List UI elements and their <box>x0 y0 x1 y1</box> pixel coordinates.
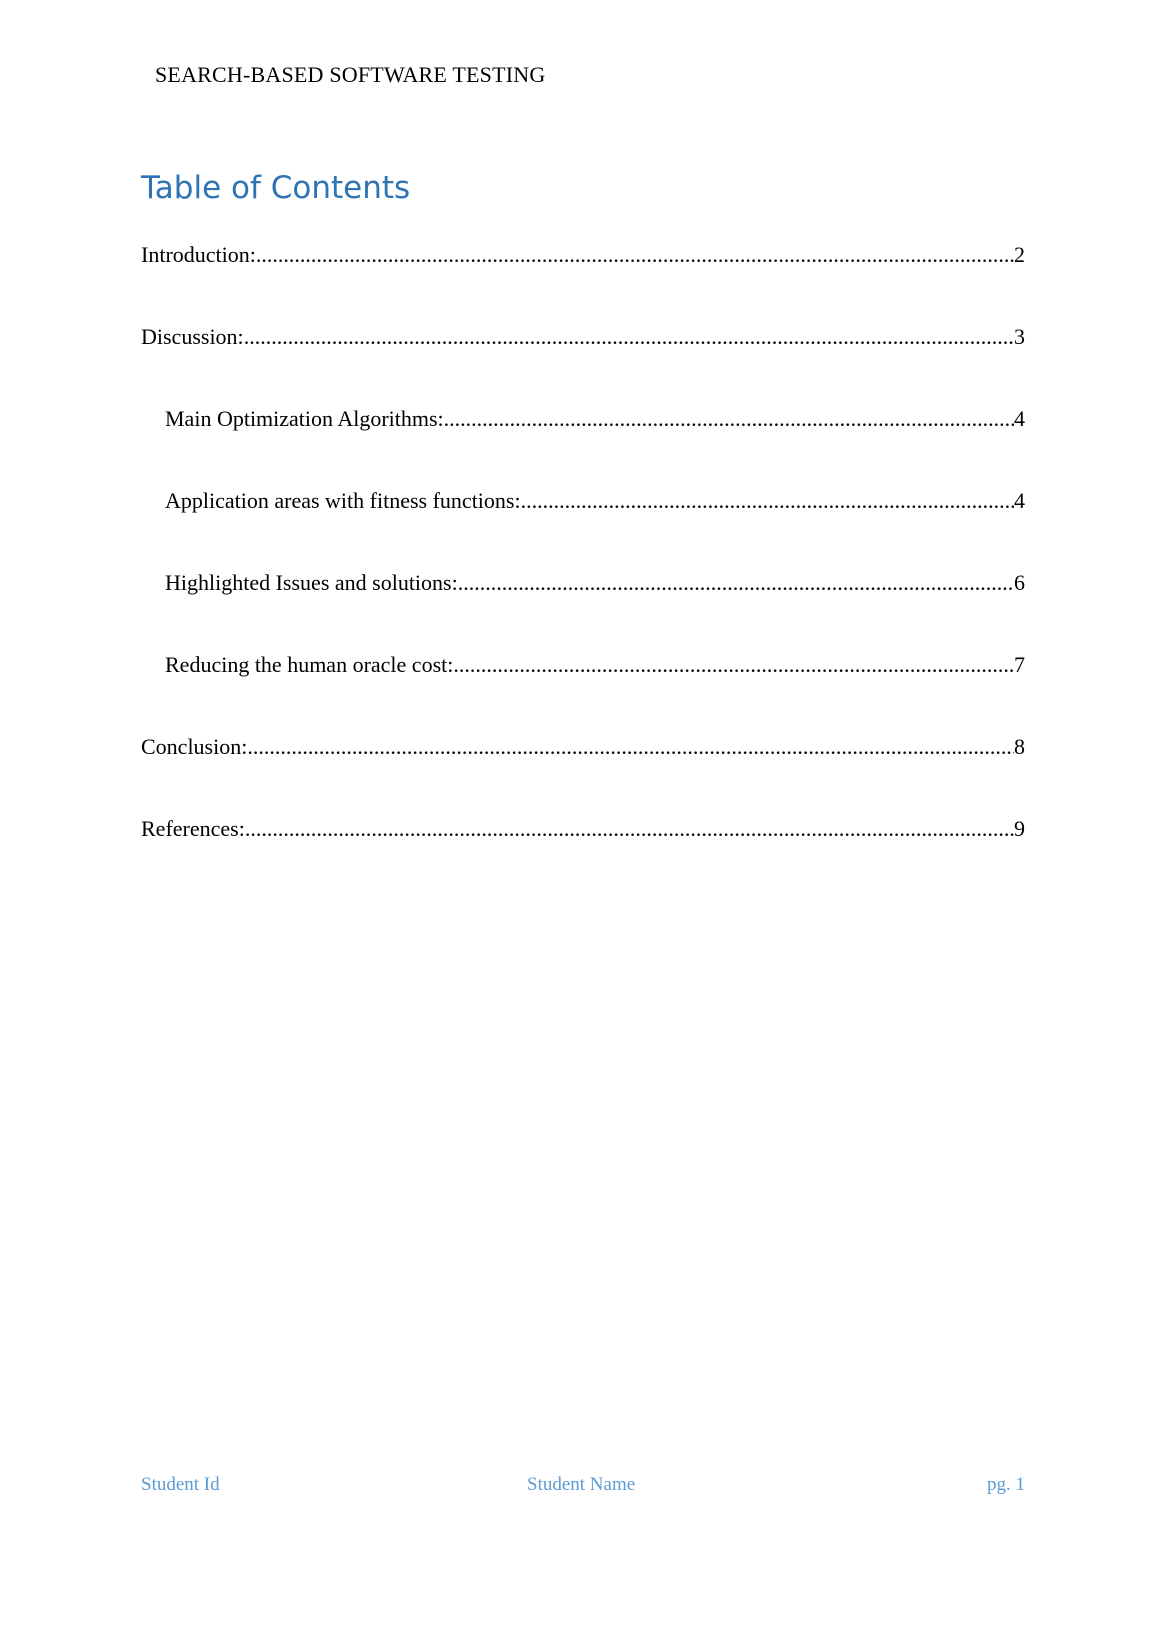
toc-entry-main-optimization-algorithms[interactable] <box>141 402 1025 484</box>
toc-entry-conclusion[interactable] <box>141 730 1025 812</box>
toc-dot-leader <box>444 402 1014 436</box>
toc-entry-introduction[interactable] <box>141 238 1025 320</box>
toc-entry-label: References: <box>141 816 245 841</box>
toc-dot-leader <box>245 812 1014 846</box>
toc-entry-label: Conclusion: <box>141 734 248 759</box>
toc-entry-application-areas[interactable] <box>141 484 1025 566</box>
toc-entry-discussion[interactable] <box>141 320 1025 402</box>
toc-dot-leader <box>453 648 1014 682</box>
toc-entry-page-number: 9 <box>1014 816 1025 841</box>
toc-dot-leader <box>244 320 1014 354</box>
toc-entry-page-number: 8 <box>1014 734 1025 759</box>
toc-entry-label: Introduction: <box>141 242 256 267</box>
footer-student-id: Student Id <box>141 1474 220 1495</box>
page-header: SEARCH-BASED SOFTWARE TESTING <box>155 62 546 87</box>
toc-entry-references[interactable] <box>141 812 1025 894</box>
toc-entry-label: Application areas with fitness functions: <box>165 488 521 513</box>
toc-entry-label: Reducing the human oracle cost: <box>165 652 454 677</box>
toc-entry-highlighted-issues[interactable] <box>141 566 1025 648</box>
toc-dot-leader <box>247 730 1014 764</box>
toc-entry-page-number: 6 <box>1014 570 1025 595</box>
toc-entry-page-number: 4 <box>1014 406 1025 431</box>
toc-list <box>141 238 1025 894</box>
toc-entry-page-number: 2 <box>1014 242 1025 267</box>
toc-title: Table of Contents <box>141 170 411 206</box>
toc-dot-leader <box>256 238 1014 272</box>
toc-entry-label: Main Optimization Algorithms: <box>165 406 444 431</box>
footer-student-name: Student Name <box>527 1474 636 1495</box>
toc-entry-page-number: 4 <box>1014 488 1025 513</box>
toc-dot-leader <box>521 484 1014 518</box>
toc-entry-page-number: 7 <box>1014 652 1025 677</box>
toc-entry-human-oracle-cost[interactable] <box>141 648 1025 730</box>
footer-page-number: pg. 1 <box>987 1474 1025 1495</box>
page-footer <box>141 1474 1025 1504</box>
toc-entry-label: Discussion: <box>141 324 244 349</box>
toc-entry-page-number: 3 <box>1014 324 1025 349</box>
toc-dot-leader <box>458 566 1014 600</box>
toc-entry-label: Highlighted Issues and solutions: <box>165 570 458 595</box>
